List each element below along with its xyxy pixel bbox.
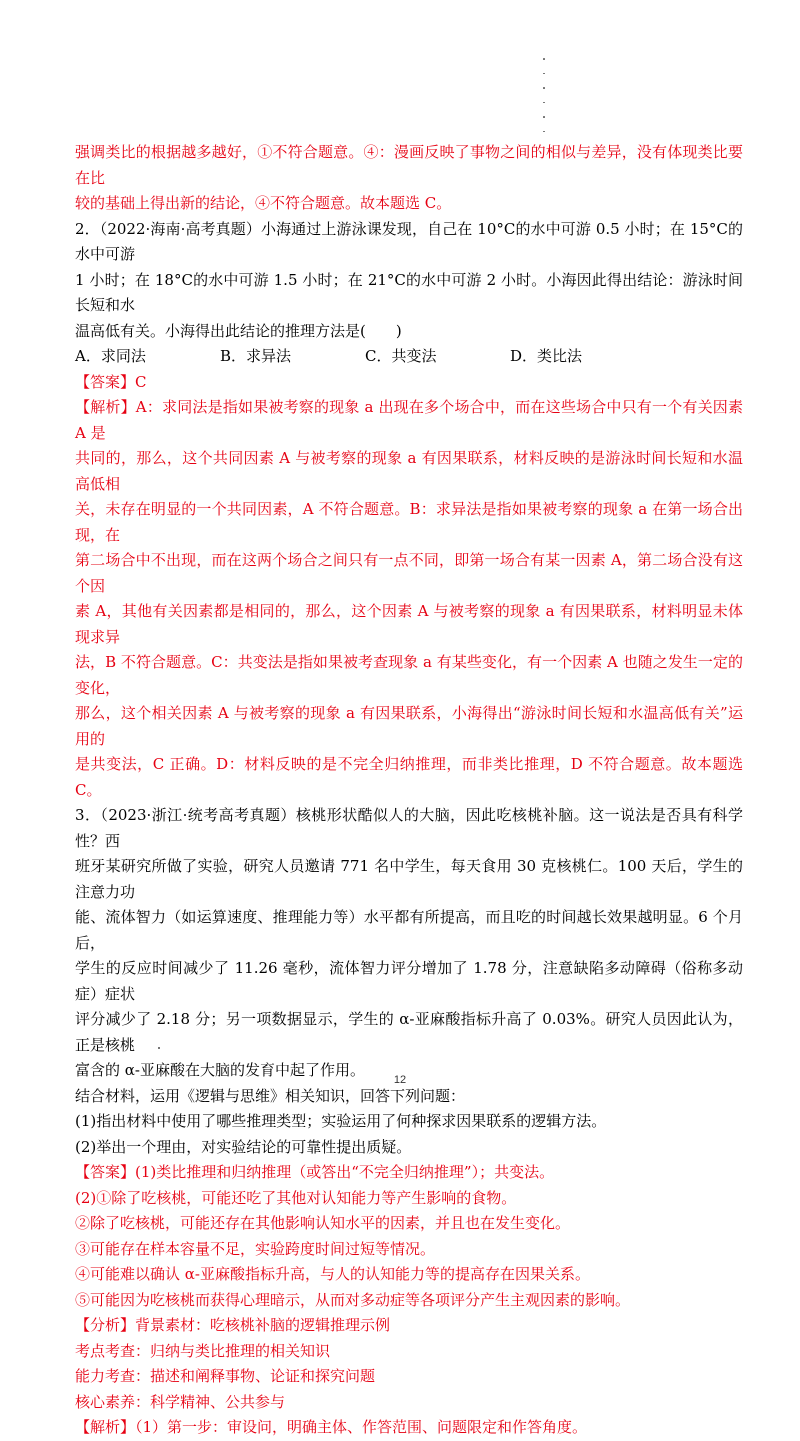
document-content [75, 140, 743, 1441]
question-3-line: (2)举出一个理由，对实验结论的可靠性提出质疑。 [75, 1137, 412, 1156]
text-line: 较的基础上得出新的结论，④不符合题意。故本题选 C。 [75, 194, 452, 212]
question-3-line: 富含的 α-亚麻酸在大脑的发育中起了作用。 [75, 1061, 365, 1079]
answer-3-line: ③可能存在样本容量不足，实验跨度时间过短等情况。 [75, 1239, 436, 1258]
analysis-2-line: 是共变法，C 正确。D：材料反映的是不完全归纳推理，而非类比推理，D 不符合题意。故本题选 C。 [75, 755, 743, 799]
analysis-2-line: 素 A，其他有关因素都是相同的，那么，这个因素 A 与被考察的现象 a 有因果联系，材料明显未体现求异 [75, 602, 743, 646]
question-3-line: (1)指出材料中使用了哪些推理类型；实验运用了何种探求因果联系的逻辑方法。 [75, 1112, 607, 1130]
analysis-3-line: 【分析】背景素材：吃核桃补脑的逻辑推理示例 [75, 1316, 391, 1334]
analysis-2-line: 那么，这个相关因素 A 与被考察的现象 a 有因果联系，小海得出“游泳时间长短和水温高低有关”运用的 [75, 704, 743, 748]
header-dots [541, 58, 547, 132]
answer-3-line: ②除了吃核桃，可能还存在其他影响认知水平的因素，并且也在发生变化。 [75, 1214, 571, 1232]
analysis-2-line: 第二场合中不出现，而在这两个场合之间只有一点不同，即第一场合有某一因素 A，第二场合没有这个因 [75, 551, 743, 595]
answer-2: 【答案】C [75, 372, 147, 391]
question-3-line: 3．（2023·浙江·统考高考真题）核桃形状酷似人的大脑，因此吃核桃补脑。这一说法是否具有科学性？西 [75, 806, 743, 850]
answer-choices [75, 344, 743, 370]
question-3-line: 评分减少了 2.18 分；另一项数据显示，学生的 α-亚麻酸指标升高了 0.03%。研究人员因此认为，正是核桃 [75, 1010, 743, 1054]
answer-3-line: ④可能难以确认 α-亚麻酸指标升高，与人的认知能力等的提高存在因果关系。 [75, 1265, 590, 1283]
analysis-2-line: 关，未存在明显的一个共同因素，A 不符合题意。B：求异法是指如果被考察的现象 a 在第一场合出现，在 [75, 500, 743, 544]
question-2-line: 温高低有关。小海得出此结论的推理方法是( ) [75, 321, 402, 340]
question-2-line: 1 小时；在 18°C的水中可游 1.5 小时；在 21°C的水中可游 2 小时。小海因此得出结论：游泳时间长短和水 [75, 270, 743, 314]
analysis-2-line: 共同的，那么，这个共同因素 A 与被考察的现象 a 有因果联系，材料反映的是游泳时间长短和水温高低相 [75, 449, 743, 493]
question-3-line: 班牙某研究所做了实验，研究人员邀请 771 名中学生，每天食用 30 克核桃仁。100 天后，学生的注意力功 [75, 857, 743, 901]
answer-3-line: (2)①除了吃核桃，可能还吃了其他对认知能力等产生影响的食物。 [75, 1188, 517, 1207]
analysis-3-line: 能力考查：描述和阐释事物、论证和探究问题 [75, 1367, 376, 1385]
question-2-line: 2．（2022·海南·高考真题）小海通过上游泳课发现，自己在 10°C的水中可游 0.5 小时；在 15°C的水中可游 [75, 219, 743, 263]
footer-dot [158, 1047, 160, 1049]
question-3-line: 结合材料，运用《逻辑与思维》相关知识，回答下列问题： [75, 1086, 466, 1105]
analysis-3-line: 考点考查：归纳与类比推理的相关知识 [75, 1341, 331, 1360]
analysis-3-line: 核心素养：科学精神、公共参与 [75, 1392, 286, 1411]
question-3-line: 能、流体智力（如运算速度、推理能力等）水平都有所提高，而且吃的时间越长效果越明显。6 个月后， [75, 908, 743, 952]
text-line: 强调类比的根据越多越好，①不符合题意。④：漫画反映了事物之间的相似与差异，没有体现类比要在比 [75, 143, 743, 187]
page-number: 12 [393, 1074, 407, 1086]
question-3-line: 学生的反应时间减少了 11.26 毫秒，流体智力评分增加了 1.78 分，注意缺陷多动障碍（俗称多动症）症状 [75, 959, 743, 1003]
choice-a: A．求同法 [75, 347, 146, 365]
analysis-2-line: 【解析】A：求同法是指如果被考察的现象 a 出现在多个场合中，而在这些场合中只有一个有关因素 A 是 [75, 398, 743, 442]
answer-3-line: ⑤可能因为吃核桃而获得心理暗示，从而对多动症等各项评分产生主观因素的影响。 [75, 1290, 631, 1309]
choice-c: C．共变法 [365, 347, 437, 365]
analysis-3-line: 【解析】（1）第一步：审设问，明确主体、作答范围、问题限定和作答角度。 [75, 1418, 588, 1436]
analysis-2-line: 法，B 不符合题意。C：共变法是指如果被考查现象 a 有某些变化，有一个因素 A 也随之发生一定的变化， [75, 653, 743, 697]
choice-d: D．类比法 [510, 347, 583, 365]
answer-3-line: 【答案】(1)类比推理和归纳推理（或答出“不完全归纳推理”）；共变法。 [75, 1163, 555, 1181]
choice-b: B．求异法 [220, 347, 292, 365]
